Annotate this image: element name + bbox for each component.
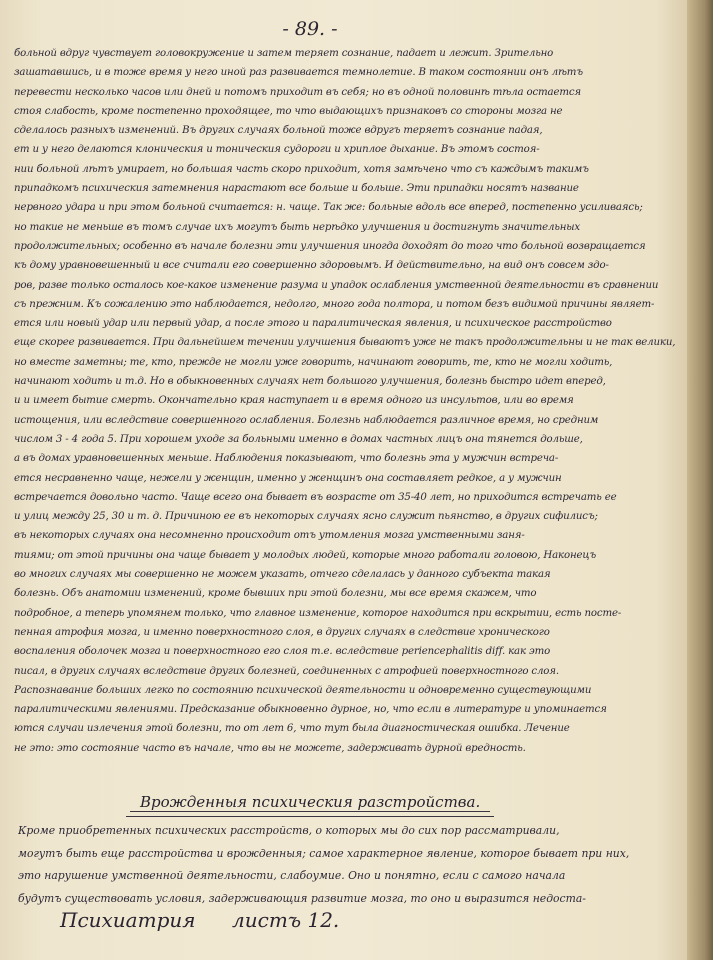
section-text-line: это нарушение умственной деятельности, слабоумие. Оно и понятно, если с самого начала (18, 869, 566, 882)
text-line: но вместе заметны; те, кто, прежде не могли уже говорить, начинают говорить, те, кто не могли ходить, (14, 356, 613, 368)
text-line: не это: это состояние часто въ начале, что вы не можете, задерживать дурной вредность. (14, 742, 526, 754)
section-text (18, 820, 686, 910)
text-line: числом 3 - 4 года 5. При хорошем уходе за больными именно в домах частных лицъ она тянется дольше, (14, 433, 583, 445)
text-line: пенная атрофия мозга, и именно поверхностного слоя, в других случаях в следствие хронического (14, 626, 550, 638)
text-line: еще скорее развивается. При дальнейшем течении улучшения бываютъ уже не такъ продолжительны и не так велики, (14, 337, 676, 349)
section-text-line: могутъ быть еще расстройства и врожденныя; самое характерное явление, которое бывает при них, (18, 846, 630, 860)
footer-title: Психиатрия (60, 908, 196, 932)
section-heading: Врожденныя психическия разстройства. (130, 793, 490, 812)
text-line: больной вдруг чувствует головокружение и затем теряет сознание, падает и лежит. Зрительно (14, 48, 554, 59)
text-line: ется или новый удар или первый удар, а после этого и паралитическая явления, и психическое расстройство (14, 318, 612, 330)
text-line: перевести несколько часов или дней и потомъ приходит въ себя; но въ одной половинѣ тѣла остается (14, 86, 581, 98)
text-line: встречается довольно часто. Чаще всего она бывает въ возрасте от 35-40 лет, но приходится встречать ее (14, 491, 617, 503)
text-line: писал, в других случаях вследствие других болезней, соединенных с атрофией поверхностного слоя. (14, 665, 559, 677)
text-line: нервного удара и при этом больной считается: н. чаще. Так же: больные вдоль все вперед, постепенно усиливаясь; (14, 202, 643, 214)
text-line: съ прежним. Къ сожалению это наблюдается, недолго, много года полтора, и потом безъ видимой причины являет- (14, 298, 655, 310)
text-line: къ дому уравновешенный и все считали его совершенно здоровымъ. И действительно, на вид онъ совсем здо- (14, 260, 609, 272)
section-text-line: Кроме приобретенных психических расстройств, о которых мы до сих пор рассматривали, (18, 824, 560, 837)
text-line: въ некоторых случаях она несомненно происходит отъ утомления мозга умственными заня- (14, 530, 525, 542)
page-number: - 89. - (282, 18, 338, 40)
text-line: и улиц между 25, 30 и т. д. Причиною ее въ некоторых случаях ясно служит пьянство, в других сифилисъ; (14, 511, 598, 523)
text-line: а въ домах уравновешенных меньше. Наблюдения показывают, что болезнь эта у мужчин встреча- (14, 453, 559, 465)
text-line: тиями; от этой причины она чаще бывает у молодых людей, которые много работали головою, Наконецъ (14, 549, 597, 561)
text-line: ет и у него делаются клоническия и тоническия судороги и хриплое дыхание. Въ этомъ состоя- (14, 144, 540, 156)
main-text (14, 44, 686, 758)
text-line: ются случаи излечения этой болезни, то от лет 6, что тут была диагностическая ошибка. Лечение (14, 723, 570, 735)
text-line: начинают ходить и т.д. Но в обыкновенных случаях нет большого улучшения, болезнь быстро идет вперед, (14, 376, 606, 388)
text-line: Распознавание больших легко по состоянию психической деятельности и одновременно существующими (14, 684, 592, 696)
text-line: подробное, а теперь упомянем только, что главное изменение, которое находится при вскрытии, есть посте- (14, 607, 622, 619)
text-line: ров, разве только осталось кое-какое изменение разума и упадок ослабления умственной деятельности въ сравнении (14, 279, 659, 291)
footer-sheet: листъ 12. (232, 908, 340, 932)
text-line: нии больной лѣтъ умирает, но большая часть скоро приходит, хотя замѣчено что съ каждымъ такимъ (14, 163, 589, 175)
text-line: продолжительных; особенно въ начале болезни эти улучшения иногда доходят до того что больной возвращается (14, 240, 646, 252)
text-line: болезнь. Объ анатомии изменений, кроме бывших при этой болезни, мы все время скажем, что (14, 588, 537, 600)
text-line: паралитическими явлениями. Предсказание обыкновенно дурное, но, что если в литературе и упоминается (14, 704, 607, 716)
text-line: и и имеет бытие смерть. Окончательно края наступает и в время одного из инсультов, или во время (14, 395, 574, 407)
text-line: припадкомъ психическия затемнения нарастают все больше и больше. Эти припадки носятъ название (14, 183, 579, 195)
text-line: стоя слабость, кроме постепенно проходящее, то что выдающихъ признаковъ со стороны мозга не (14, 105, 563, 117)
text-line: сделалось разныхъ изменений. Въ других случаях больной тоже вдругъ теряетъ сознание падая, (14, 125, 543, 137)
section-text-line: будутъ существовать условия, задерживающия развитие мозга, то оно и выразится недоста- (18, 891, 586, 905)
text-line: но такие не меньше въ томъ случае ихъ могутъ быть нерѣдко улучшения и достигнуть значительных (14, 221, 581, 233)
text-line: ется несравненно чаще, нежели у женщин, именно у женщинъ она составляет редкое, а у мужчин (14, 472, 562, 484)
text-line: зашатавшись, и в тоже время у него иной раз развивается темнолетие. В таком состоянии онъ лѣтъ (14, 67, 583, 79)
page-edge (687, 0, 713, 960)
text-line: воспаления оболочек мозга и поверхностного его слоя т.е. вследствие periencephalitis diff. как это (14, 646, 551, 658)
text-line: во многих случаях мы совершенно не можем указать, отчего сделалась у данного субъекта такая (14, 569, 551, 581)
text-line: истощения, или вследствие совершенного ослабления. Болезнь наблюдается различное время, но средним (14, 414, 599, 426)
